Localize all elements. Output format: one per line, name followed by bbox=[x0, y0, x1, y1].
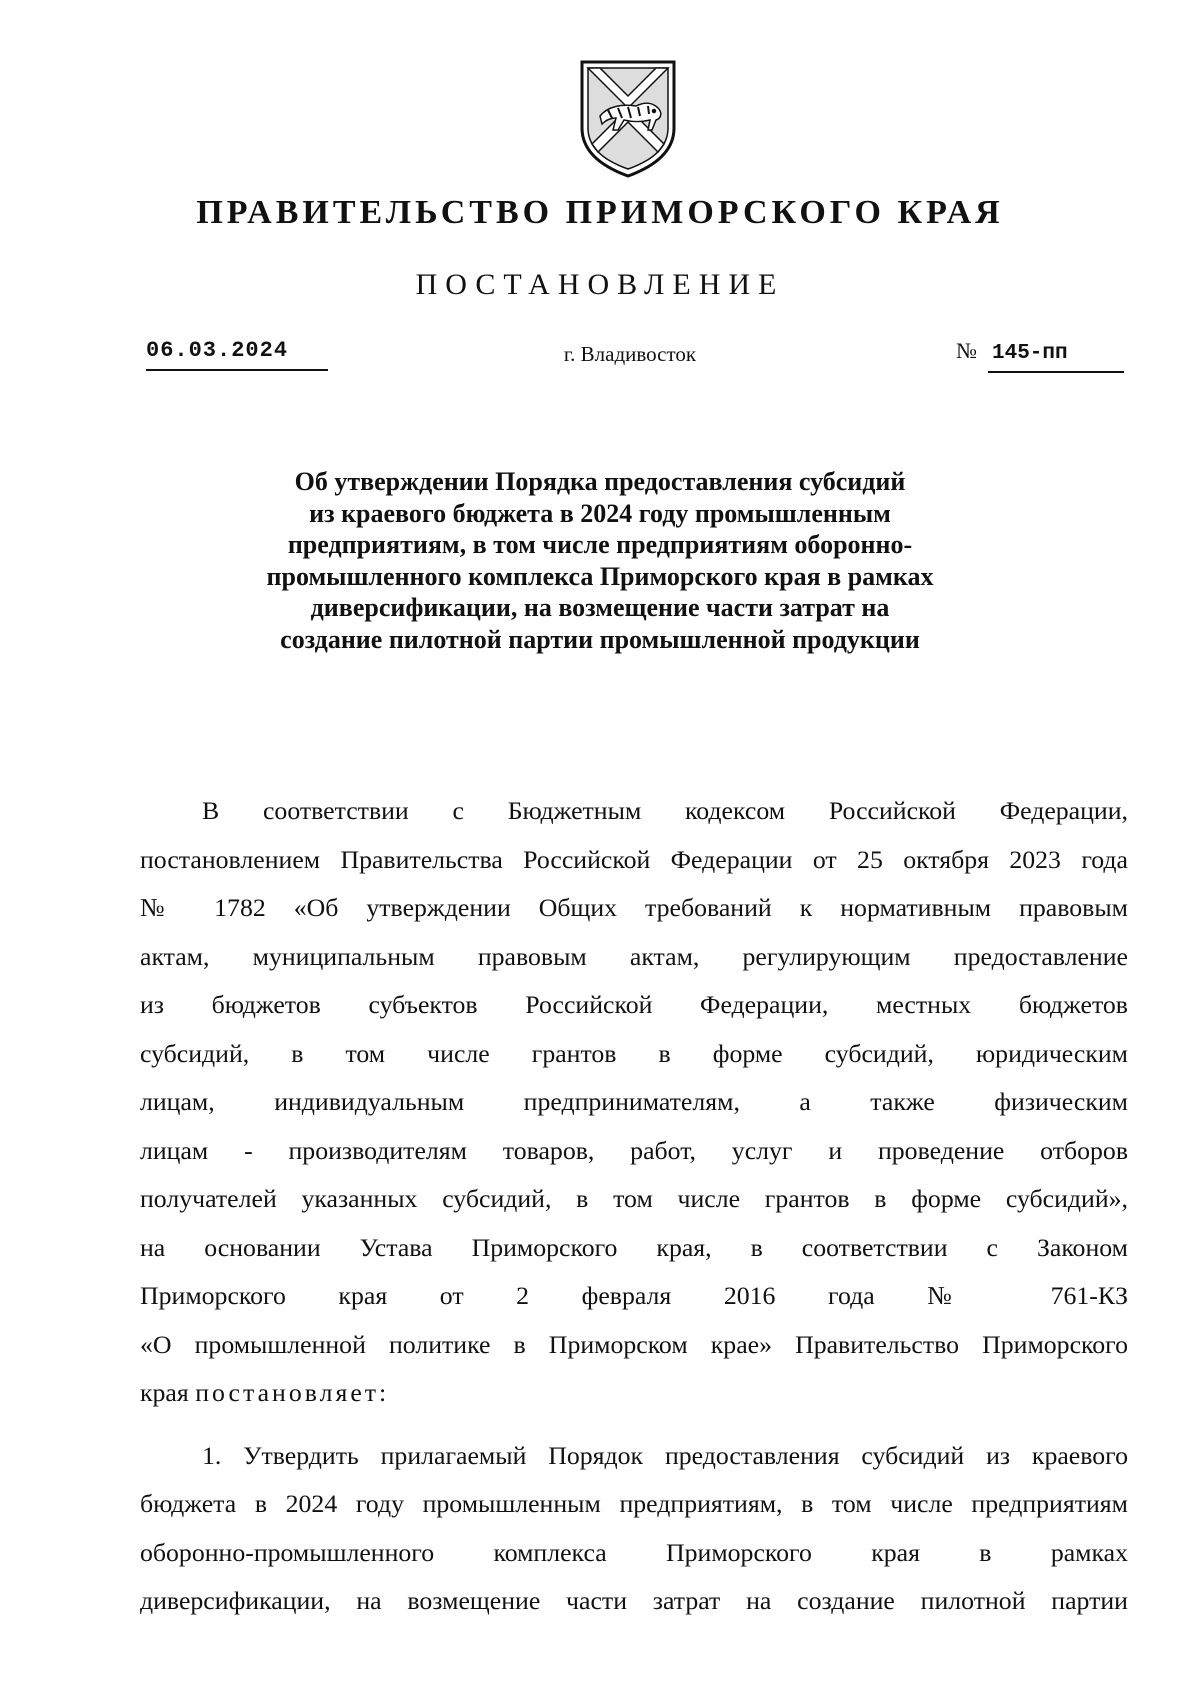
body-line: диверсификации, на возмещение части затрат на создание пилотной партии bbox=[140, 1586, 1128, 1615]
body-line: на основании Устава Приморского края, в соответствии с Законом bbox=[140, 1232, 1128, 1262]
title-line: предприятиям, в том числе предприятиям оборонно- bbox=[287, 530, 913, 559]
document-body bbox=[140, 787, 1128, 1626]
body-line: В соответствии с Бюджетным кодексом Российской Федерации, bbox=[202, 796, 1128, 825]
body-line-resolution bbox=[140, 1369, 1128, 1418]
body-line: постановлением Правительства Российской Федерации от 25 октября 2023 года bbox=[140, 844, 1128, 874]
body-line: получателей указанных субсидий, в том числе грантов в форме субсидий», bbox=[140, 1184, 1128, 1213]
document-number-field bbox=[956, 338, 1128, 373]
number-label: № bbox=[956, 338, 977, 363]
document-type: ПОСТАНОВЛЕНИЕ bbox=[415, 268, 785, 301]
document-title bbox=[0, 466, 1200, 655]
government-title: ПРАВИТЕЛЬСТВО ПРИМОРСКОГО КРАЯ bbox=[196, 194, 1004, 231]
body-line: лицам - производителям товаров, работ, услуг и проведение отборов bbox=[140, 1135, 1128, 1165]
title-line: промышленного комплекса Приморского края в рамках bbox=[266, 561, 934, 591]
coat-of-arms-emblem bbox=[578, 58, 678, 180]
document-date: 06.03.2024 bbox=[146, 338, 328, 371]
body-line: из бюджетов субъектов Российской Федерации, местных бюджетов bbox=[140, 990, 1128, 1019]
body-line: оборонно-промышленного комплекса Приморского края в рамках bbox=[140, 1537, 1128, 1567]
title-line: из краевого бюджета в 2024 году промышленным bbox=[309, 498, 891, 528]
body-line: «О промышленной политике в Приморском крае» Правительство Приморского bbox=[140, 1329, 1128, 1359]
document-number: 145-пп bbox=[988, 342, 1124, 373]
body-line: актам, муниципальным правовым актам, регулирующим предоставление bbox=[140, 941, 1128, 971]
document-city: г. Владивосток bbox=[563, 342, 697, 366]
body-end-word: края bbox=[140, 1378, 189, 1407]
resolves-word: постановляет: bbox=[195, 1378, 390, 1407]
body-line: № 1782 «Об утверждении Общих требований к нормативным правовым bbox=[140, 893, 1128, 922]
title-line: создание пилотной партии промышленной продукции bbox=[280, 624, 920, 654]
body-line: бюджета в 2024 году промышленным предприятиям, в том числе предприятиям bbox=[140, 1489, 1128, 1518]
body-line: лицам, индивидуальным предпринимателям, а также физическим bbox=[140, 1087, 1128, 1116]
body-line: Приморского края от 2 февраля 2016 года № 761-КЗ bbox=[140, 1281, 1128, 1310]
paragraph-item-1 bbox=[140, 1432, 1128, 1626]
body-line: субсидий, в том числе грантов в форме субсидий, юридическим bbox=[140, 1038, 1128, 1068]
body-line: 1. Утвердить прилагаемый Порядок предоставления субсидий из краевого bbox=[202, 1440, 1128, 1470]
title-line: Об утверждении Порядка предоставления субсидий bbox=[294, 467, 906, 496]
title-line: диверсификации, на возмещение части затрат на bbox=[310, 593, 890, 622]
